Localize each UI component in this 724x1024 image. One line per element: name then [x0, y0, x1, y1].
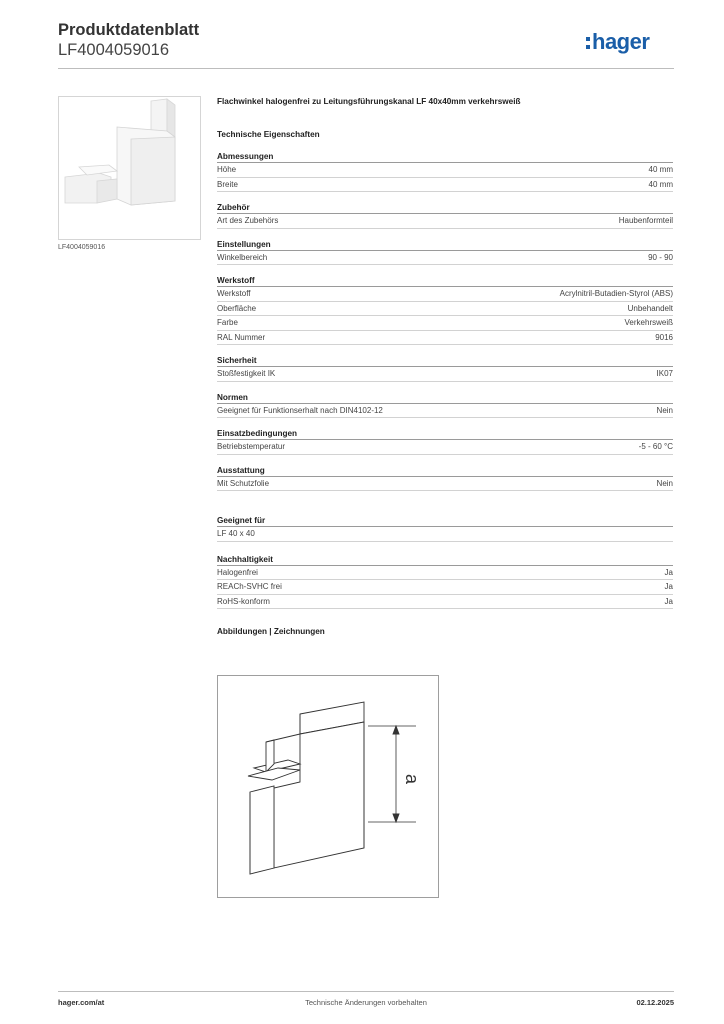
group-title: Zubehör	[217, 202, 673, 214]
group-title: Nachhaltigkeit	[217, 554, 673, 566]
property-groups	[217, 151, 673, 491]
property-group	[217, 202, 673, 229]
dimension-label: a	[402, 774, 422, 785]
product-description: Flachwinkel halogenfrei zu Leitungsführungskanal LF 40x40mm verkehrsweiß	[217, 97, 521, 106]
property-row	[217, 580, 673, 595]
group-title: Einsatzbedingungen	[217, 428, 673, 440]
property-group	[217, 275, 673, 345]
property-value: Ja	[664, 582, 673, 591]
property-label: Höhe	[217, 165, 237, 174]
footer-date: 02.12.2025	[636, 998, 674, 1007]
footer-disclaimer: Technische Änderungen vorbehalten	[305, 998, 427, 1007]
property-value: -5 - 60 °C	[638, 442, 673, 451]
photo-caption: LF4004059016	[58, 244, 106, 251]
property-row	[217, 163, 673, 178]
property-label: Mit Schutzfolie	[217, 478, 270, 488]
property-row	[217, 287, 673, 302]
group-title: Sicherheit	[217, 355, 673, 367]
group-title: Normen	[217, 392, 673, 404]
property-value: 40 mm	[648, 179, 673, 189]
property-label: Betriebstemperatur	[217, 442, 286, 451]
property-label: Winkelbereich	[217, 252, 268, 262]
group-title: Abmessungen	[217, 151, 673, 163]
property-value: Verkehrsweiß	[624, 318, 673, 327]
property-label: RAL Nummer	[217, 332, 266, 342]
group-title: Ausstattung	[217, 465, 673, 477]
property-label: Werkstoff	[217, 289, 251, 298]
property-value: Nein	[656, 478, 673, 488]
page-header	[58, 20, 674, 70]
property-value: 9016	[655, 332, 673, 342]
property-row	[217, 302, 673, 317]
property-row	[217, 404, 673, 419]
property-row	[217, 178, 673, 193]
property-row	[217, 214, 673, 229]
property-row	[217, 527, 673, 542]
logo-text: hager	[592, 29, 650, 54]
property-value: Ja	[664, 596, 673, 606]
property-label: Farbe	[217, 318, 238, 327]
main-content	[217, 96, 673, 636]
footer-website[interactable]: hager.com/at	[58, 998, 105, 1007]
property-value: Nein	[656, 405, 673, 415]
property-label: Oberfläche	[217, 303, 257, 313]
sustainability-group	[217, 554, 673, 610]
property-label: Geeignet für Funktionserhalt nach DIN4102-12	[217, 405, 383, 415]
property-value: 90 - 90	[648, 252, 673, 262]
property-group	[217, 428, 673, 455]
property-value: Ja	[664, 567, 673, 577]
property-label: REACh-SVHC frei	[217, 582, 282, 591]
property-value: Haubenformteil	[618, 216, 673, 225]
property-value: Acrylnitril-Butadien-Styrol (ABS)	[559, 289, 673, 298]
group-title: Einstellungen	[217, 239, 673, 251]
property-row	[217, 316, 673, 331]
property-group	[217, 239, 673, 266]
property-value: Unbehandelt	[627, 303, 673, 313]
property-row	[217, 595, 673, 610]
property-value: 40 mm	[648, 165, 673, 174]
property-label: LF 40 x 40	[217, 529, 255, 538]
property-value: IK07	[656, 369, 673, 378]
property-label: Breite	[217, 179, 238, 189]
product-photo	[58, 96, 201, 240]
technical-drawing	[217, 675, 439, 898]
property-row	[217, 566, 673, 581]
property-group	[217, 355, 673, 382]
property-row	[217, 477, 673, 492]
property-label: RoHS-konform	[217, 596, 270, 606]
property-row	[217, 331, 673, 346]
page-footer	[58, 998, 674, 1010]
hager-logo	[586, 28, 672, 58]
property-group	[217, 392, 673, 419]
group-title: Werkstoff	[217, 275, 673, 287]
drawings-heading: Abbildungen | Zeichnungen	[217, 627, 325, 636]
footer-divider	[58, 991, 674, 992]
property-label: Art des Zubehörs	[217, 216, 279, 225]
property-group	[217, 151, 673, 192]
product-photo-image	[59, 97, 200, 239]
property-row	[217, 440, 673, 455]
property-label: Stoßfestigkeit IK	[217, 369, 276, 378]
suitable-for-group	[217, 515, 673, 542]
group-title: Geeignet für	[217, 515, 673, 527]
property-row	[217, 367, 673, 382]
property-row	[217, 251, 673, 266]
property-group	[217, 465, 673, 492]
technical-properties-heading: Technische Eigenschaften	[217, 130, 320, 139]
header-divider	[58, 68, 674, 69]
document-title: Produktdatenblatt	[58, 21, 200, 39]
document-number: LF4004059016	[58, 41, 170, 59]
property-label: Halogenfrei	[217, 567, 258, 577]
